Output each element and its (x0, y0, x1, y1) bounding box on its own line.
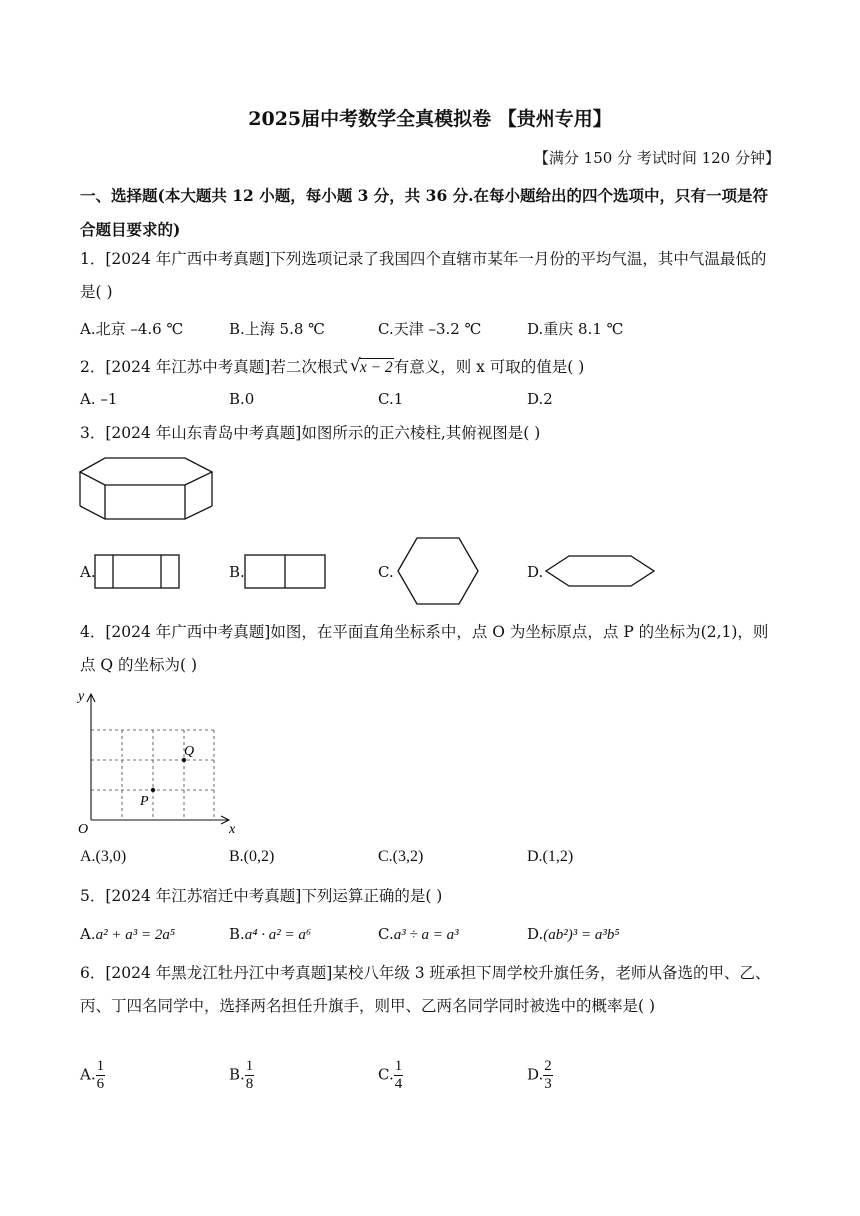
q2-option-a: A. –1 (80, 390, 118, 408)
fraction-denominator: 3 (544, 1076, 552, 1092)
q3-option-b-figure (244, 554, 328, 590)
question-3-stem: 3．[2024 年山东青岛中考真题]如图所示的正六棱柱,其俯视图是( ) (80, 424, 541, 442)
fraction-numerator: 2 (544, 1058, 552, 1074)
q5-option-b-label: B. (229, 925, 245, 943)
q5-option-c-label: C. (378, 925, 394, 943)
q2-option-d: D.2 (527, 390, 553, 408)
q6-option-a (80, 1058, 105, 1093)
point-q-label: Q (184, 744, 195, 759)
q1-option-d: D.重庆 8.1 ℃ (527, 320, 624, 338)
x-axis-label: x (229, 822, 236, 837)
hexagonal-prism-figure (78, 455, 218, 525)
fraction-numerator: 1 (245, 1058, 254, 1074)
q4-option-b: B.(0,2) (229, 848, 275, 865)
q4-option-a: A.(3,0) (80, 848, 127, 865)
question-4-stem: 4．[2024 年广西中考真题]如图，在平面直角坐标系中，点 O 为坐标原点，点 P 的坐标为(2,1)，则点 Q 的坐标为( ) (80, 623, 769, 674)
question-5-stem: 5．[2024 年江苏宿迁中考真题]下列运算正确的是( ) (80, 887, 443, 905)
q6-option-d (527, 1058, 553, 1093)
q3-option-d: D. (527, 563, 544, 581)
q3-option-b: B. (229, 563, 245, 581)
q5-option-d-label: D. (527, 925, 544, 943)
q3-option-a-figure (94, 554, 182, 590)
q5-option-b-expr: a⁴ · a² = a⁶ (244, 927, 312, 943)
q2-option-c: C.1 (378, 390, 404, 408)
q5-option-a (80, 925, 175, 944)
fraction-numerator: 1 (394, 1058, 403, 1074)
q4-option-c: C.(3,2) (378, 848, 424, 865)
q6-option-b-fraction (245, 1058, 255, 1093)
q6-option-c (378, 1058, 403, 1093)
q2-radicand: x − 2 (359, 359, 393, 376)
q6-option-b-label: B. (229, 1065, 245, 1084)
point-p-label: P (140, 794, 149, 809)
question-2-stem (80, 355, 584, 377)
q1-option-b: B.上海 5.8 ℃ (229, 320, 325, 338)
fraction-denominator: 8 (245, 1076, 254, 1092)
q5-option-d (527, 925, 620, 944)
fraction-numerator: 1 (96, 1058, 105, 1074)
q6-option-b (229, 1058, 254, 1093)
q3-option-c: C. (378, 563, 394, 581)
q3-option-d-figure (544, 554, 658, 590)
q5-option-d-expr: (ab²)³ = a³b⁵ (543, 927, 620, 943)
fraction-denominator: 4 (394, 1076, 403, 1092)
q2-option-b: B.0 (229, 390, 255, 408)
q1-option-a: A.北京 –4.6 ℃ (80, 320, 184, 338)
sqrt-expression: √ x − 2 (349, 356, 393, 376)
question-6-stem: 6．[2024 年黑龙江牡丹江中考真题]某校八年级 3 班承担下周学校升旗任务，老师从备选的甲、乙、丙、丁四名同学中，选择两名担任升旗手，则甲、乙两名同学同时被选中的概率是( ) (80, 964, 771, 1015)
q5-option-a-expr: a² + a³ = 2a⁵ (95, 927, 176, 943)
y-axis-label: y (78, 689, 85, 704)
exam-info: 【满分 150 分 考试时间 120 分钟】 (533, 149, 780, 167)
fraction-denominator: 6 (96, 1076, 105, 1092)
q4-option-d: D.(1,2) (527, 848, 574, 865)
q2-stem-part-b: 有意义，则 x 可取的值是( ) (393, 358, 585, 376)
section-heading: 一、选择题(本大题共 12 小题，每小题 3 分，共 36 分.在每小题给出的四个选项中，只有一项是符合题目要求的) (80, 186, 769, 239)
q6-option-c-fraction (394, 1058, 404, 1093)
question-1-stem: 1．[2024 年广西中考真题]下列选项记录了我国四个直辖市某年一月份的平均气温，其中气温最低的是( ) (80, 250, 767, 301)
q3-option-a: A. (80, 563, 96, 581)
q5-option-c (378, 925, 459, 944)
q2-stem-part-a: 2．[2024 年江苏中考真题]若二次根式 (80, 358, 348, 376)
origin-label: O (78, 822, 89, 837)
page-title: 2025届中考数学全真模拟卷 【贵州专用】 (248, 108, 612, 130)
q5-option-b (229, 925, 311, 944)
q6-option-d-fraction (543, 1058, 553, 1093)
q6-option-d-label: D. (527, 1065, 544, 1084)
q3-option-c-figure (396, 536, 482, 606)
q5-option-a-label: A. (80, 925, 96, 943)
q5-option-c-expr: a³ ÷ a = a³ (393, 927, 459, 943)
q6-option-a-fraction (96, 1058, 106, 1093)
q6-option-a-label: A. (80, 1065, 96, 1084)
q1-option-c: C.天津 –3.2 ℃ (378, 320, 482, 338)
coordinate-grid-figure (74, 688, 244, 838)
q6-option-c-label: C. (378, 1065, 394, 1084)
